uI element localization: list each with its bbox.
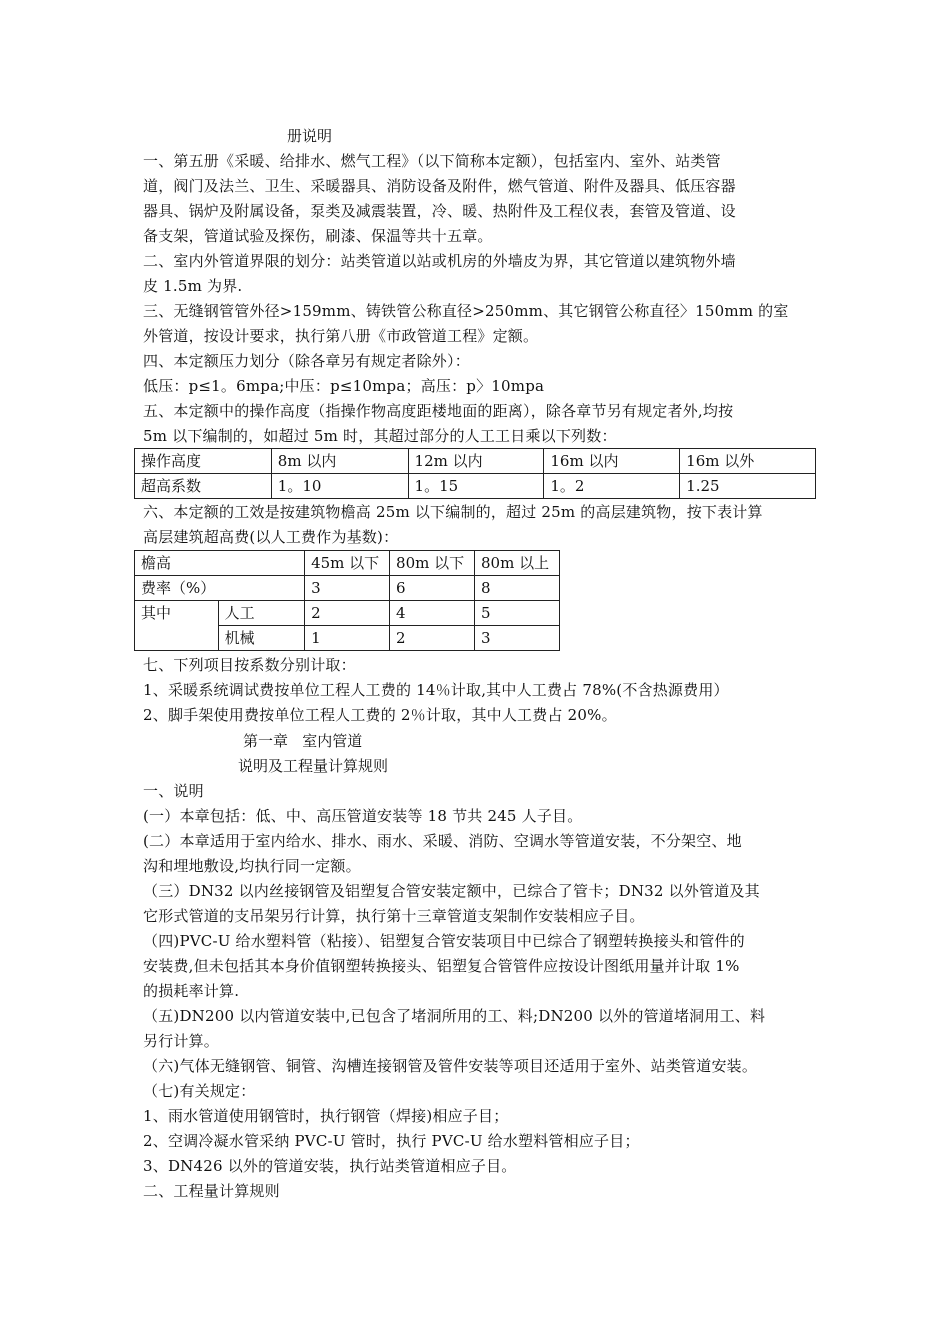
text-line: (二）本章适用于室内给水、排水、雨水、采暖、消防、空调水等管道安装，不分架空、地 bbox=[143, 832, 742, 850]
text-line: 沟和埋地敷设,均执行同一定额。 bbox=[143, 857, 361, 875]
table-cell: 80m 以上 bbox=[475, 551, 560, 576]
text-line: 3、DN426 以外的管道安装，执行站类管道相应子目。 bbox=[143, 1157, 517, 1175]
table-cell: 檐高 bbox=[135, 551, 305, 576]
text-line: 安装费,但未包括其本身价值钢塑转换接头、铝塑复合管管件应按设计图纸用量并计取 1% bbox=[143, 957, 740, 975]
table-cell: 8 bbox=[475, 576, 560, 601]
text-line: 高层建筑超高费(以人工费作为基数)： bbox=[143, 528, 399, 546]
text-line: 二、室内外管道界限的划分：站类管道以站或机房的外墙皮为界，其它管道以建筑物外墙 bbox=[143, 252, 736, 270]
chapter-subtitle: 说明及工程量计算规则 bbox=[238, 757, 389, 775]
text-line: （三）DN32 以内丝接钢管及铝塑复合管安装定额中，已综合了管卡；DN32 以外管道及其 bbox=[143, 882, 760, 900]
text-line: 七、下列项目按系数分别计取： bbox=[143, 656, 356, 674]
table-cell: 费率（%） bbox=[135, 576, 305, 601]
text-line: 道，阀门及法兰、卫生、采暖器具、消防设备及附件，燃气管道、附件及器具、低压容器 bbox=[143, 177, 736, 195]
page-title: 册说明 bbox=[287, 127, 333, 145]
text-line: 六、本定额的工效是按建筑物檐高 25m 以下编制的，超过 25m 的高层建筑物，按下表计算 bbox=[143, 503, 763, 521]
text-line: 五、本定额中的操作高度（指操作物高度距楼地面的距离），除各章节另有规定者外,均按 bbox=[143, 402, 734, 420]
table-cell: 8m 以内 bbox=[271, 449, 408, 474]
table-cell: 1。15 bbox=[408, 474, 544, 499]
table-cell: 2 bbox=[305, 601, 390, 626]
table-cell: 6 bbox=[390, 576, 475, 601]
text-line: 器具、锅炉及附属设备，泵类及减震装置，冷、暖、热附件及工程仪表，套管及管道、设 bbox=[143, 202, 736, 220]
table-cell: 人工 bbox=[218, 601, 305, 626]
table-cell: 2 bbox=[390, 626, 475, 651]
text-line: 的损耗率计算. bbox=[143, 982, 240, 1000]
text-line: （五)DN200 以内管道安装中,已包含了堵洞所用的工、料;DN200 以外的管道堵洞用工、料 bbox=[143, 1007, 766, 1025]
text-line: (一）本章包括：低、中、高压管道安装等 18 节共 245 人子目。 bbox=[143, 807, 583, 825]
text-line: 2、空调冷凝水管采纳 PVC-U 管时，执行 PVC-U 给水塑料管相应子目； bbox=[143, 1132, 640, 1150]
table-cell: 16m 以外 bbox=[680, 449, 816, 474]
text-line: 它形式管道的支吊架另行计算，执行第十三章管道支架制作安装相应子目。 bbox=[143, 907, 645, 925]
table-row bbox=[135, 449, 816, 474]
table-cell: 80m 以下 bbox=[390, 551, 475, 576]
table-cell: 12m 以内 bbox=[408, 449, 544, 474]
text-line: 备支架，管道试验及探伤，刷漆、保温等共十五章。 bbox=[143, 227, 493, 245]
text-line: 二、工程量计算规则 bbox=[143, 1182, 280, 1200]
text-line: 5m 以下编制的，如超过 5m 时，其超过部分的人工工日乘以下列数： bbox=[143, 427, 617, 445]
text-line: 1、采暖系统调试费按单位工程人工费的 14％计取,其中人工费占 78%(不含热源费用） bbox=[143, 681, 729, 699]
table-row bbox=[135, 474, 816, 499]
chapter-title: 第一章 室内管道 bbox=[243, 732, 363, 750]
table-cell: 45m 以下 bbox=[305, 551, 390, 576]
table-cell: 操作高度 bbox=[135, 449, 272, 474]
table-cell: 3 bbox=[475, 626, 560, 651]
table-cell: 其中 bbox=[135, 601, 219, 651]
table-row bbox=[135, 551, 560, 576]
table-cell: 1。2 bbox=[544, 474, 680, 499]
text-line: 外管道，按设计要求，执行第八册《市政管道工程》定额。 bbox=[143, 327, 539, 345]
text-line: 1、雨水管道使用钢管时，执行钢管（焊接)相应子目； bbox=[143, 1107, 509, 1125]
text-line: （六)气体无缝钢管、铜管、沟槽连接钢管及管件安装等项目还适用于室外、站类管道安装。 bbox=[143, 1057, 758, 1075]
table-cell: 1。10 bbox=[271, 474, 408, 499]
text-line: 2、脚手架使用费按单位工程人工费的 2％计取，其中人工费占 20%。 bbox=[143, 706, 617, 724]
text-line: 另行计算。 bbox=[143, 1032, 220, 1050]
text-line: 三、无缝钢管管外径>159mm、铸铁管公称直径>250mm、其它钢管公称直径〉150mm 的室 bbox=[143, 302, 789, 320]
table-cell: 5 bbox=[475, 601, 560, 626]
text-line: 一、第五册《采暖、给排水、燃气工程》（以下简称本定额），包括室内、室外、站类管 bbox=[143, 152, 721, 170]
table-cell: 1 bbox=[305, 626, 390, 651]
text-line: 皮 1.5m 为界. bbox=[143, 277, 243, 295]
text-line: 低压：p≤1。6mpa;中压：p≤10mpa；高压：p〉10mpa bbox=[143, 377, 545, 395]
table-row bbox=[135, 601, 560, 626]
text-line: 一、说明 bbox=[143, 782, 204, 800]
height-coefficient-table bbox=[134, 448, 816, 499]
text-line: （四)PVC-U 给水塑料管（粘接）、铝塑复合管安装项目中已综合了钢塑转换接头和管件的 bbox=[143, 932, 745, 950]
high-rise-fee-table bbox=[134, 550, 560, 651]
table-cell: 机械 bbox=[218, 626, 305, 651]
table-cell: 4 bbox=[390, 601, 475, 626]
table-row bbox=[135, 576, 560, 601]
table-cell: 超高系数 bbox=[135, 474, 272, 499]
table-cell: 3 bbox=[305, 576, 390, 601]
table-cell: 16m 以内 bbox=[544, 449, 680, 474]
text-line: （七)有关规定： bbox=[143, 1082, 256, 1100]
text-line: 四、本定额压力划分（除各章另有规定者除外）： bbox=[143, 352, 470, 370]
table-cell: 1.25 bbox=[680, 474, 816, 499]
